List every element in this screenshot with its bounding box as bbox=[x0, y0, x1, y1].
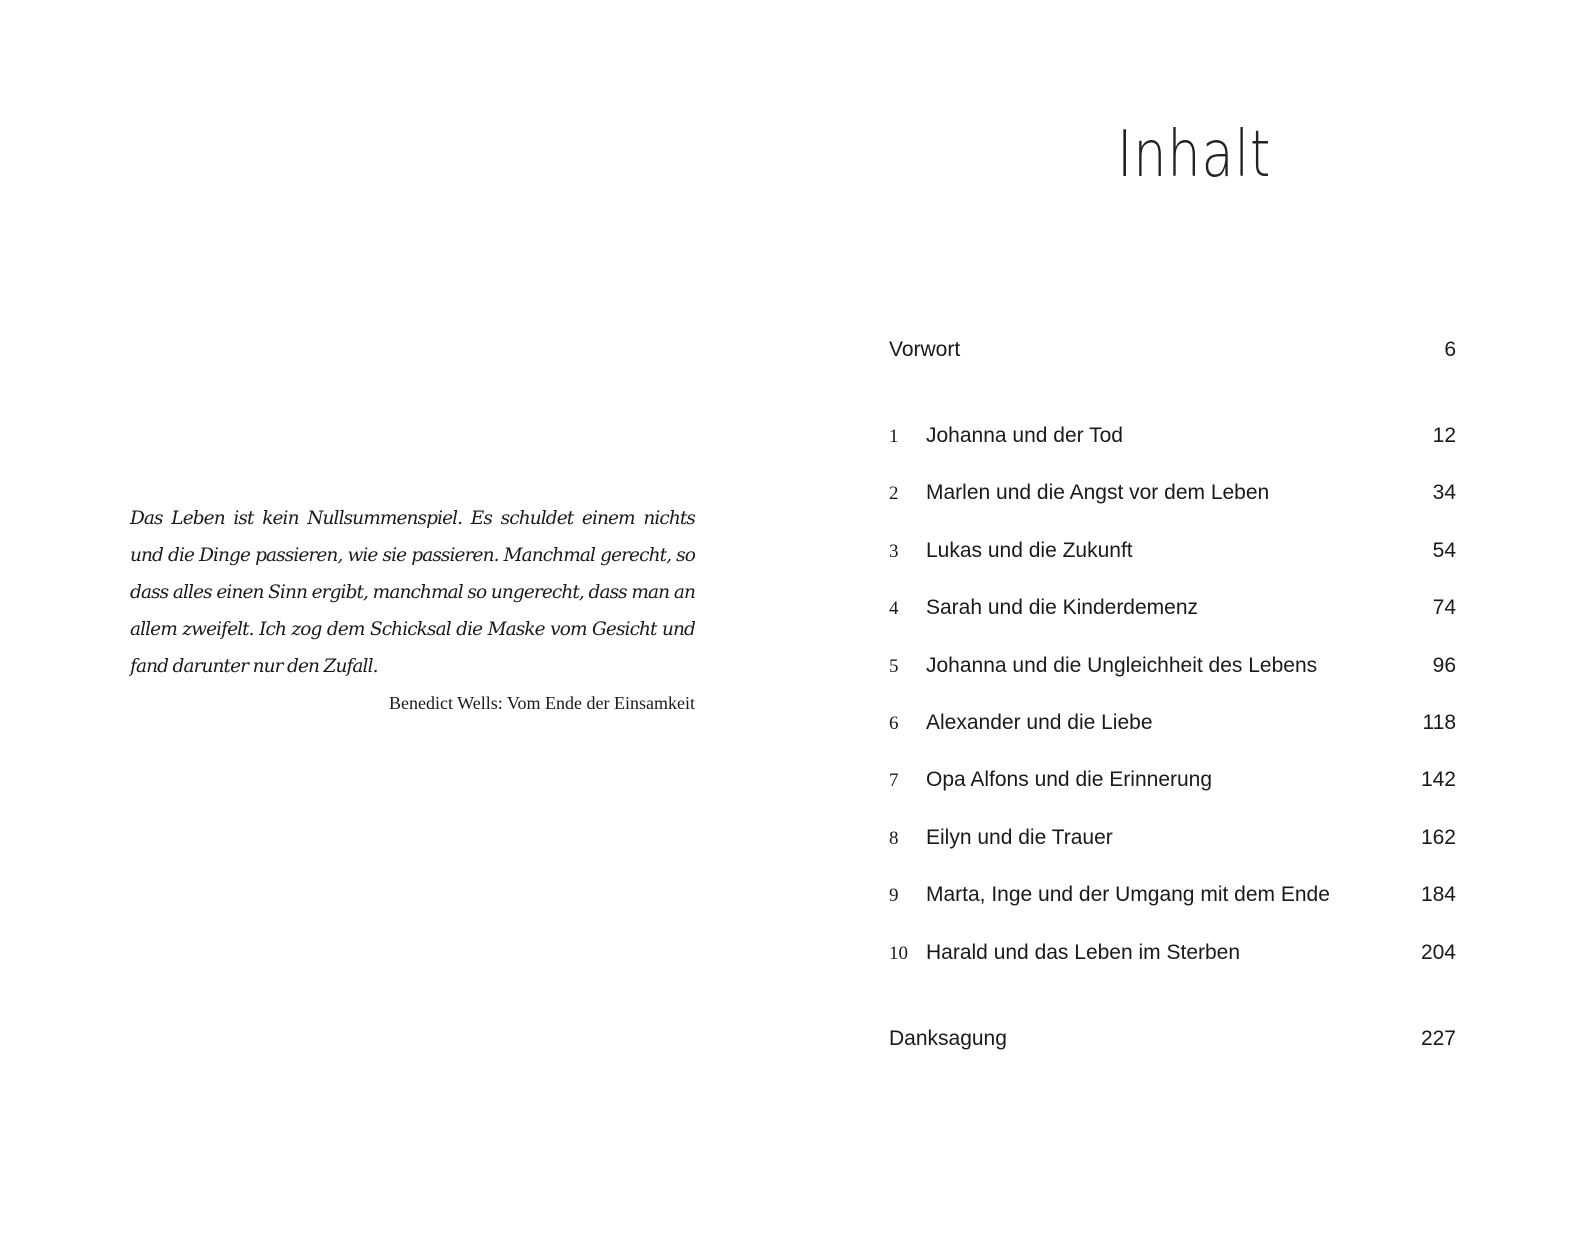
toc-entry-page: 162 bbox=[1420, 826, 1456, 849]
toc-entry-chapter bbox=[889, 421, 1456, 451]
toc-entry-number: 8 bbox=[889, 828, 899, 849]
toc-entry-label: Vorwort bbox=[889, 338, 961, 361]
toc-entry-number: 7 bbox=[889, 770, 899, 791]
toc-entry-chapter bbox=[889, 765, 1456, 795]
toc-entry-page: 227 bbox=[1420, 1027, 1456, 1050]
epigraph-quote: Das Leben ist kein Nullsummenspiel. Es schuldet einem nichts und die Dinge passieren, wie sie passieren. Manchmal gerecht, so dass alles einen Sinn ergibt, manchmal so ungerecht, dass man an allem zweifelt. Ich zog dem Schicksal die Maske vom Gesicht und fand darunter nur den Zufall. bbox=[130, 508, 695, 677]
toc-entry-number: 4 bbox=[889, 598, 899, 619]
toc-entry-chapter bbox=[889, 880, 1456, 910]
toc-entry-label: Danksagung bbox=[889, 1027, 1007, 1050]
toc-entry-label: Sarah und die Kinderdemenz bbox=[926, 596, 1199, 619]
toc-entry-acknowledgements bbox=[889, 1024, 1456, 1054]
toc-entry-page: 96 bbox=[1432, 654, 1456, 677]
toc-entry-label: Lukas und die Zukunft bbox=[926, 539, 1133, 562]
toc-entry-page: 12 bbox=[1432, 424, 1456, 447]
toc-entry-page: 34 bbox=[1432, 481, 1456, 504]
toc-entry-page: 6 bbox=[1444, 338, 1456, 361]
toc-entry-chapter bbox=[889, 938, 1456, 968]
toc-entry-number: 2 bbox=[889, 483, 899, 504]
toc-entry-number: 10 bbox=[889, 943, 908, 964]
epigraph bbox=[130, 500, 695, 715]
toc-entry-label: Johanna und der Tod bbox=[926, 424, 1123, 447]
toc-entry-preface bbox=[889, 335, 1456, 365]
toc-entry-page: 118 bbox=[1422, 711, 1456, 734]
toc-entry-page: 54 bbox=[1432, 539, 1456, 562]
toc-entry-label: Johanna und die Ungleichheit des Lebens bbox=[926, 654, 1318, 677]
right-page bbox=[797, 0, 1594, 1240]
toc-entry-page: 184 bbox=[1420, 883, 1456, 906]
toc-entry-label: Opa Alfons und die Erinnerung bbox=[926, 768, 1213, 791]
toc-title: Inhalt bbox=[1117, 118, 1272, 192]
toc-entry-number: 1 bbox=[889, 426, 899, 447]
toc-entry-page: 204 bbox=[1420, 941, 1456, 964]
toc-entry-page: 142 bbox=[1420, 768, 1456, 791]
toc-entry-chapter bbox=[889, 823, 1456, 853]
toc-entry-label: Harald und das Leben im Sterben bbox=[926, 941, 1241, 964]
toc-entry-chapter bbox=[889, 536, 1456, 566]
toc-entry-number: 5 bbox=[889, 656, 899, 677]
toc-entry-number: 6 bbox=[889, 713, 899, 734]
toc-entry-chapter bbox=[889, 593, 1456, 623]
toc-entry-number: 3 bbox=[889, 541, 899, 562]
toc-entry-label: Marlen und die Angst vor dem Leben bbox=[926, 481, 1270, 504]
toc-entry-number: 9 bbox=[889, 885, 899, 906]
toc-entry-label: Eilyn und die Trauer bbox=[926, 826, 1113, 849]
toc-entry-chapter bbox=[889, 708, 1456, 738]
toc-entry-page: 74 bbox=[1432, 596, 1456, 619]
toc-entry-label: Marta, Inge und der Umgang mit dem Ende bbox=[926, 883, 1330, 906]
toc-entry-chapter bbox=[889, 478, 1456, 508]
toc-entry-chapter bbox=[889, 651, 1456, 681]
toc-entry-label: Alexander und die Liebe bbox=[926, 711, 1153, 734]
epigraph-source: Benedict Wells: Vom Ende der Einsamkeit bbox=[389, 693, 695, 713]
